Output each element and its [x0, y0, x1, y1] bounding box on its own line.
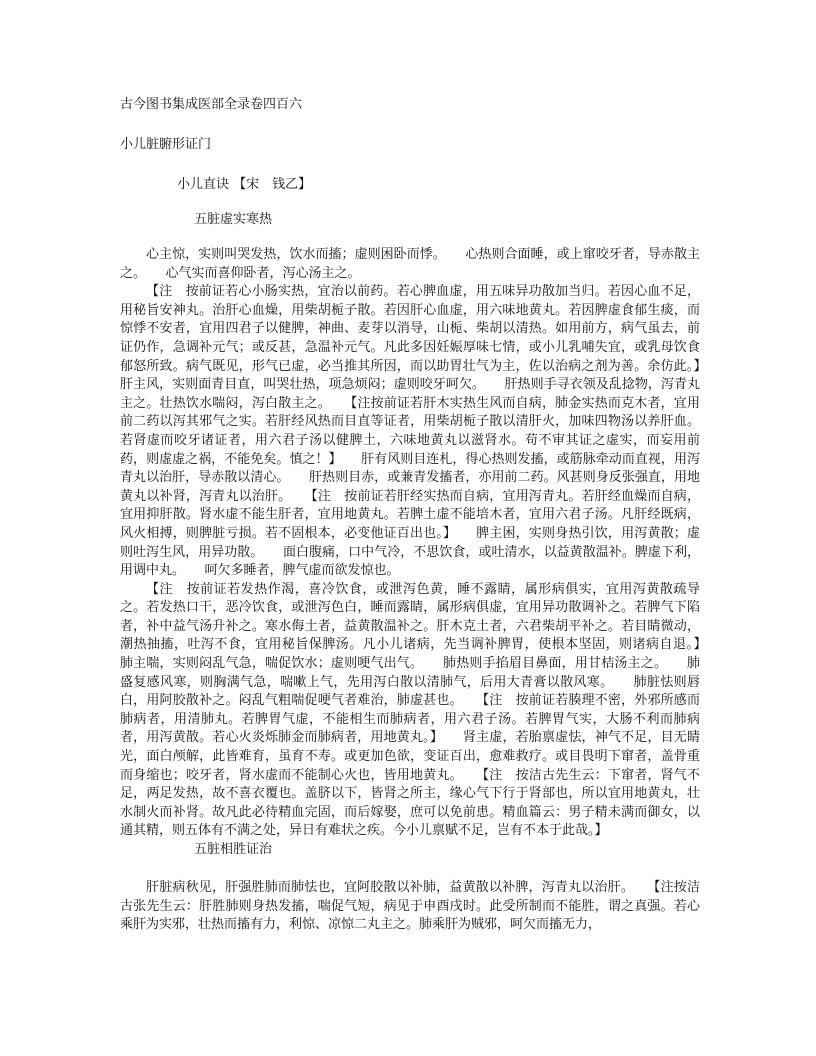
- book-title: 古今图书集成医部全录卷四百六: [120, 97, 303, 112]
- section-heading-wuzang-xushi: 五脏虚实寒热: [194, 212, 273, 227]
- paragraph: 心主惊，实则叫哭发热，饮水而搐；虚则困卧而悸。 心热则合面睡，或上窜咬牙者，导赤散主之。 心气实而喜仰卧者，泻心汤主之。: [120, 247, 700, 281]
- paragraph: 肝脏病秋见，肝强胜肺而肺怯也，宜阿胶散以补肺，益黄散以补脾，泻青丸以治肝。 【注按洁古张先生云：肝胜肺则身热发搐，喘促气短，病见于申酉戌时。此受所制而不能胜，谓之真强。若心乘肝为实邪，壮热而搐有力，利惊、凉惊二丸主之。肺乘肝为贼邪，呵欠而搐无力，: [120, 880, 700, 933]
- sub-title: 小儿直诀 【宋 钱乙】: [177, 177, 312, 192]
- paragraph: 【注 按前证若心小肠实热，宜治以前药。若心脾血虚，用五味异功散加当归。若因心血不足，用秘旨安神丸。治肝心血燥，用柴胡栀子散。若因肝心血虚，用六味地黄丸。若因脾虚食郁生痰，而惊悸不安者，宜用四君子以健脾，神曲、麦芽以消导，山栀、柴胡以清热。如用前方，病气虽去，前证仍作，急调补元气；或反甚，急温补元气。凡此多因妊娠厚味七情，或小儿乳哺失宜，或乳母饮食郁怒所致。病气既见，形气已虚，必当推其所因，而以助胃壮气为主，佐以治病之剂为善。余仿此。】 肝主风，实则面青目直，叫哭壮热，项急烦闷；虚则咬牙呵欠。 肝热则手寻衣领及乱捻物，泻青丸主之。壮热饮水喘闷，泻白散主之。 【注按前证若肝木实热生风而自病，肺金实热而克木者，宜用前二药以泻其邪气之实。若肝经风热而目直等证者，用柴胡栀子散以清肝火，加味四物汤以养肝血。若肾虚而咬牙诸证者，用六君子汤以健脾土，六味地黄丸以滋肾水。苟不审其证之虚实，而妄用前药，则虚虚之祸，不能免矣。慎之！】 肝有风则目连札，得心热则发搐，或筋脉牵动而直视，用泻青丸以治肝，导赤散以清心。 肝热则目赤，或兼青发搐者，亦用前二药。风甚则身反张强直，用地黄丸以补肾，泻青丸以治肝。 【注 按前证若肝经实热而自病，宜用泻青丸。若肝经血燥而自病，宜用抑肝散。肾水虚不能生肝者，宜用地黄丸。若脾土虚不能培木者，宜用六君子汤。凡肝经既病，风火相搏，则脾脏亏损。若不固根本，必变他证百出也。】 脾主困，实则身热引饮，用泻黄散；虚则吐泻生风，用异功散。 面白腹痛，口中气冷，不思饮食，或吐清水，以益黄散温补。脾虚下利，用调中丸。 呵欠多睡者，脾气虚而欲发惊也。: [120, 284, 727, 579]
- section-heading-wuzang-xiangsheng: 五脏相胜证治: [194, 842, 273, 857]
- document-page: [120, 96, 727, 935]
- paragraph: 【注 按前证若发热作渴，喜冷饮食，或泄泻色黄，睡不露睛，属形病俱实，宜用泻黄散疏导之。若发热口干，恶冷饮食，或泄泻色白，睡而露睛，属形病俱虚，宜用异功散调补之。若脾气下陷者，补中益气汤升补之。寒水侮土者，益黄散温补之。肝木克土者，六君柴胡平补之。若目睛微动，潮热抽搐，吐泻不食，宜用秘旨保脾汤。凡小儿诸病，先当调补脾胃，使根本坚固，则诸病自退。】 肺主喘，实则闷乱气急，喘促饮水；虚则哽气出气。 肺热则手掐眉目鼻面，用甘桔汤主之。 肺盛复感风寒，则胸满气急，喘嗽上气，先用泻白散以清肺气，后用大青膏以散风寒。 肺脏怯则唇白，用阿胶散补之。闷乱气粗喘促哽气者难治，肺虚甚也。 【注 按前证若腠理不密，外邪所感而肺病者，用清肺丸。若脾胃气虚，不能相生而肺病者，用六君子汤。若脾胃气实，大肠不利而肺病者，用泻黄散。若心火炎烁肺金而肺病者，用地黄丸。】 肾主虚，若胎禀虚怯，神气不足，目无睛光，面白颅解，此皆难育，虽育不寿。或更加色欲，变证百出，愈难救疗。或目畏明下窜者，盖骨重而身缩也；咬牙者，肾水虚而不能制心火也，皆用地黄丸。 【注 按洁古先生云：下窜者，肾气不足，两足发热，故不喜衣覆也。盖脐以下，皆肾之所主，缘心气下行于肾部也，所以宜用地黄丸，壮水制火而补肾。故凡此必待精血完固，而后嫁娶，庶可以免前患。精血篇云：男子精未满而御女，以通其精，则五体有不满之处，异日有难状之疾。今小儿禀赋不足，岂有不本于此哉。】: [120, 581, 727, 839]
- chapter-title: 小儿脏腑形证门: [120, 137, 212, 152]
- section-body-wuzang-xiangsheng: [120, 879, 700, 935]
- section-body-wuzang-xushi: [120, 246, 727, 841]
